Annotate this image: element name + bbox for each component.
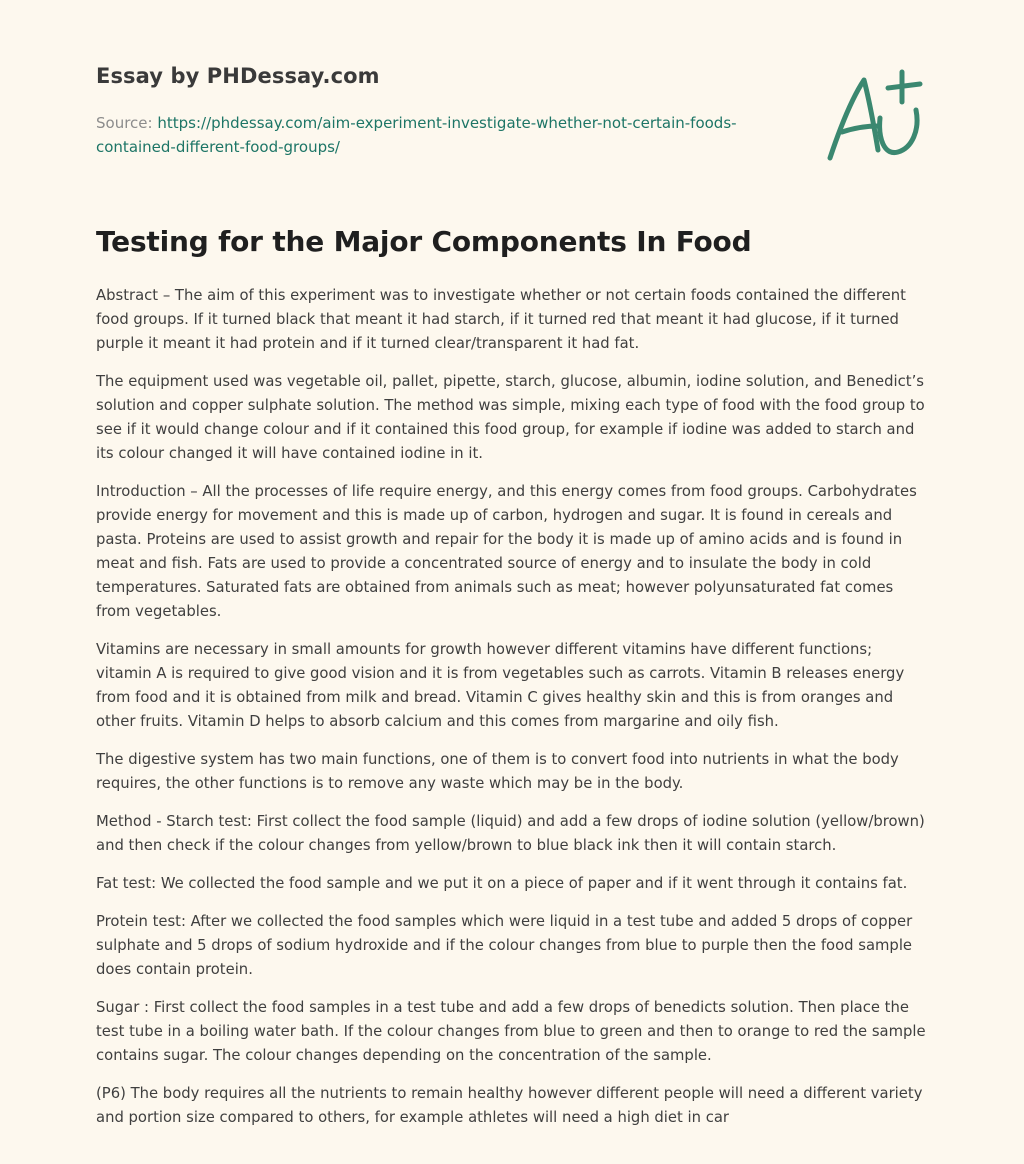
a-plus-grade-icon [820,68,930,168]
paragraph: Sugar : First collect the food samples in a test tube and add a few drops of benedicts solution. Then place the test tube in a boiling water bath. If the colour changes from blue to green and then to orange to red the sample contains sugar. The colour changes depending on the concentration of the sample. [96,999,926,1064]
paragraph: Vitamins are necessary in small amounts for growth however different vitamins have different functions; vitamin A is required to give good vision and it is from vegetables such as carrots. Vitamin B releases energy from food and it is obtained from milk and bread. Vitamin C gives healthy skin and this is from oranges and other fruits. Vitamin D helps to absorb calcium and this comes from margarine and oily fish. [96,641,905,730]
paragraph: The equipment used was vegetable oil, pallet, pipette, starch, glucose, albumin, iodine solution, and Benedict’s solution and copper sulphate solution. The method was simple, mixing each type of food with the food group to see if it would change colour and if it contained this food group, for example if iodine was added to starch and its colour changed it will have contained iodine in it. [96,373,925,462]
paragraph: (P6) The body requires all the nutrients to remain healthy however different people will need a different variety and portion size compared to others, for example athletes will need a high diet in car [96,1085,923,1126]
paragraph: Fat test: We collected the food sample and we put it on a piece of paper and if it went through it contains fat. [96,875,908,892]
essay-body [96,284,932,1164]
source-line [96,111,756,159]
source-label: Source: [96,114,153,132]
source-link[interactable]: https://phdessay.com/aim-experiment-investigate-whether-not-certain-foods-contained-different-food-groups/ [96,114,737,156]
essay-title: Testing for the Major Components In Food [96,225,752,258]
paragraph: Protein test: After we collected the food samples which were liquid in a test tube and added 5 drops of copper sulphate and 5 drops of sodium hydroxide and if the colour changes from blue to purple then the food sample does contain protein. [96,913,913,978]
site-title: Essay by PHDessay.com [96,64,380,88]
paragraph: Introduction – All the processes of life require energy, and this energy comes from food groups. Carbohydrates provide energy for movement and this is made up of carbon, hydrogen and sugar. It is found in cereals and pasta. Proteins are used to assist growth and repair for the body it is made up of amino acids and is found in meat and fish. Fats are used to provide a concentrated source of energy and to insulate the body in cold temperatures. Saturated fats are obtained from animals such as meat; however polyunsaturated fat comes from vegetables. [96,483,917,620]
paragraph: The digestive system has two main functions, one of them is to convert food into nutrients in what the body requires, the other functions is to remove any waste which may be in the body. [96,751,899,792]
paragraph: Abstract – The aim of this experiment was to investigate whether or not certain foods contained the different food groups. If it turned black that meant it had starch, if it turned red that meant it had glucose, if it turned purple it meant it had protein and if it turned clear/transparent it had fat. [96,287,906,352]
paragraph: Method - Starch test: First collect the food sample (liquid) and add a few drops of iodine solution (yellow/brown) and then check if the colour changes from yellow/brown to blue black ink then it will contain starch. [96,813,925,854]
